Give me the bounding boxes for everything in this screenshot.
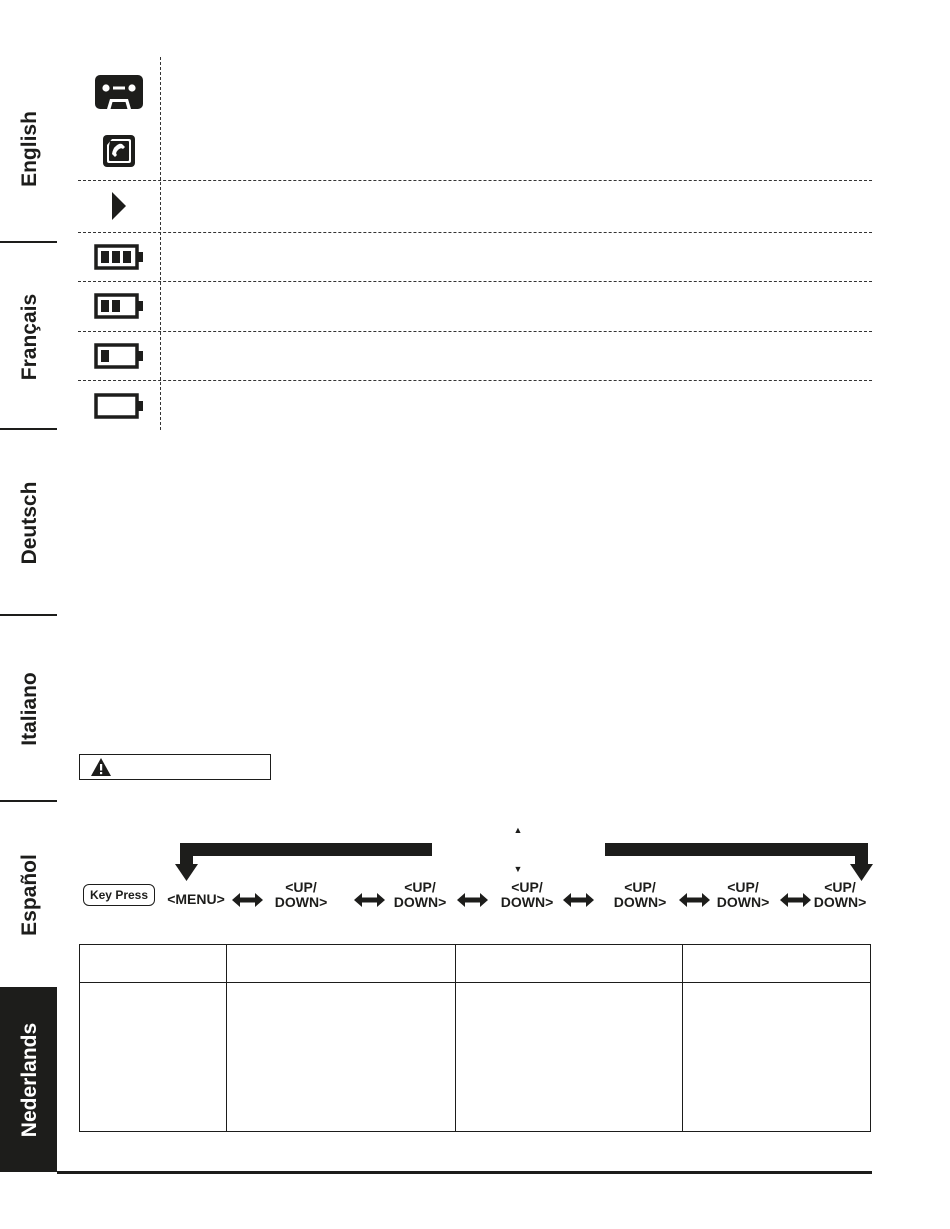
loop-arrow-right-bar [605, 843, 868, 856]
key-label-line: DOWN> [813, 894, 867, 910]
tab-label: Español [18, 853, 41, 936]
column-divider [160, 57, 161, 430]
row-divider [78, 380, 872, 381]
double-arrow-icon [563, 893, 594, 907]
key-label-line: DOWN> [500, 894, 554, 910]
key-press-label: Key Press [83, 884, 155, 906]
key-label-line: <UP/ [404, 879, 436, 895]
key-label-line: <UP/ [727, 879, 759, 895]
table-column-divider [226, 945, 227, 1131]
down-marker: ▼ [513, 864, 523, 874]
battery-one-third-icon [78, 339, 160, 373]
row-divider [78, 232, 872, 233]
row-divider [78, 180, 872, 181]
battery-two-thirds-icon [78, 289, 160, 323]
key-label-line: <UP/ [824, 879, 856, 895]
table-column-divider [682, 945, 683, 1131]
warning-triangle-icon [90, 757, 112, 777]
tab-label: Français [18, 293, 41, 380]
key-label-line: DOWN> [716, 894, 770, 910]
key-label-line: DOWN> [274, 894, 328, 910]
up-down-key-label [607, 880, 673, 910]
up-down-key-label [807, 880, 873, 910]
loop-arrow-left-bar [180, 843, 432, 856]
tab-italiano[interactable] [0, 616, 57, 802]
table-column-divider [455, 945, 456, 1131]
warning-box [79, 754, 271, 780]
key-label-line: <UP/ [511, 879, 543, 895]
key-label-line: DOWN> [393, 894, 447, 910]
tab-nederlands[interactable] [0, 987, 57, 1172]
up-down-key-label [710, 880, 776, 910]
tab-label: Deutsch [18, 481, 41, 565]
key-label-line: <UP/ [624, 879, 656, 895]
key-label-line: <UP/ [285, 879, 317, 895]
tab-deutsch[interactable] [0, 430, 57, 616]
tab-label: Nederlands [18, 1022, 41, 1137]
up-marker: ▲ [513, 825, 523, 835]
key-label-line: DOWN> [613, 894, 667, 910]
up-down-key-label [494, 880, 560, 910]
double-arrow-icon [679, 893, 710, 907]
tab-espanol[interactable] [0, 802, 57, 987]
footer-rule [57, 1171, 872, 1174]
tab-label: Italiano [18, 672, 41, 746]
table-header-divider [80, 982, 870, 983]
language-tabs [0, 55, 57, 1172]
double-arrow-icon [354, 893, 385, 907]
tab-label: English [18, 111, 41, 187]
play-triangle-icon [78, 189, 160, 223]
double-arrow-icon [457, 893, 488, 907]
settings-table [79, 944, 871, 1132]
cassette-tape-icon [78, 74, 160, 110]
tab-francais[interactable] [0, 243, 57, 430]
battery-empty-icon [78, 389, 160, 423]
handset-memory-icon [78, 134, 160, 168]
up-down-key-label [268, 880, 334, 910]
menu-key-label: <MENU> [167, 891, 225, 907]
loop-arrowhead-left-icon [175, 864, 198, 881]
tab-english[interactable] [0, 55, 57, 243]
battery-full-icon [78, 240, 160, 274]
row-divider [78, 331, 872, 332]
row-divider [78, 281, 872, 282]
up-down-key-label [387, 880, 453, 910]
double-arrow-icon [232, 893, 263, 907]
